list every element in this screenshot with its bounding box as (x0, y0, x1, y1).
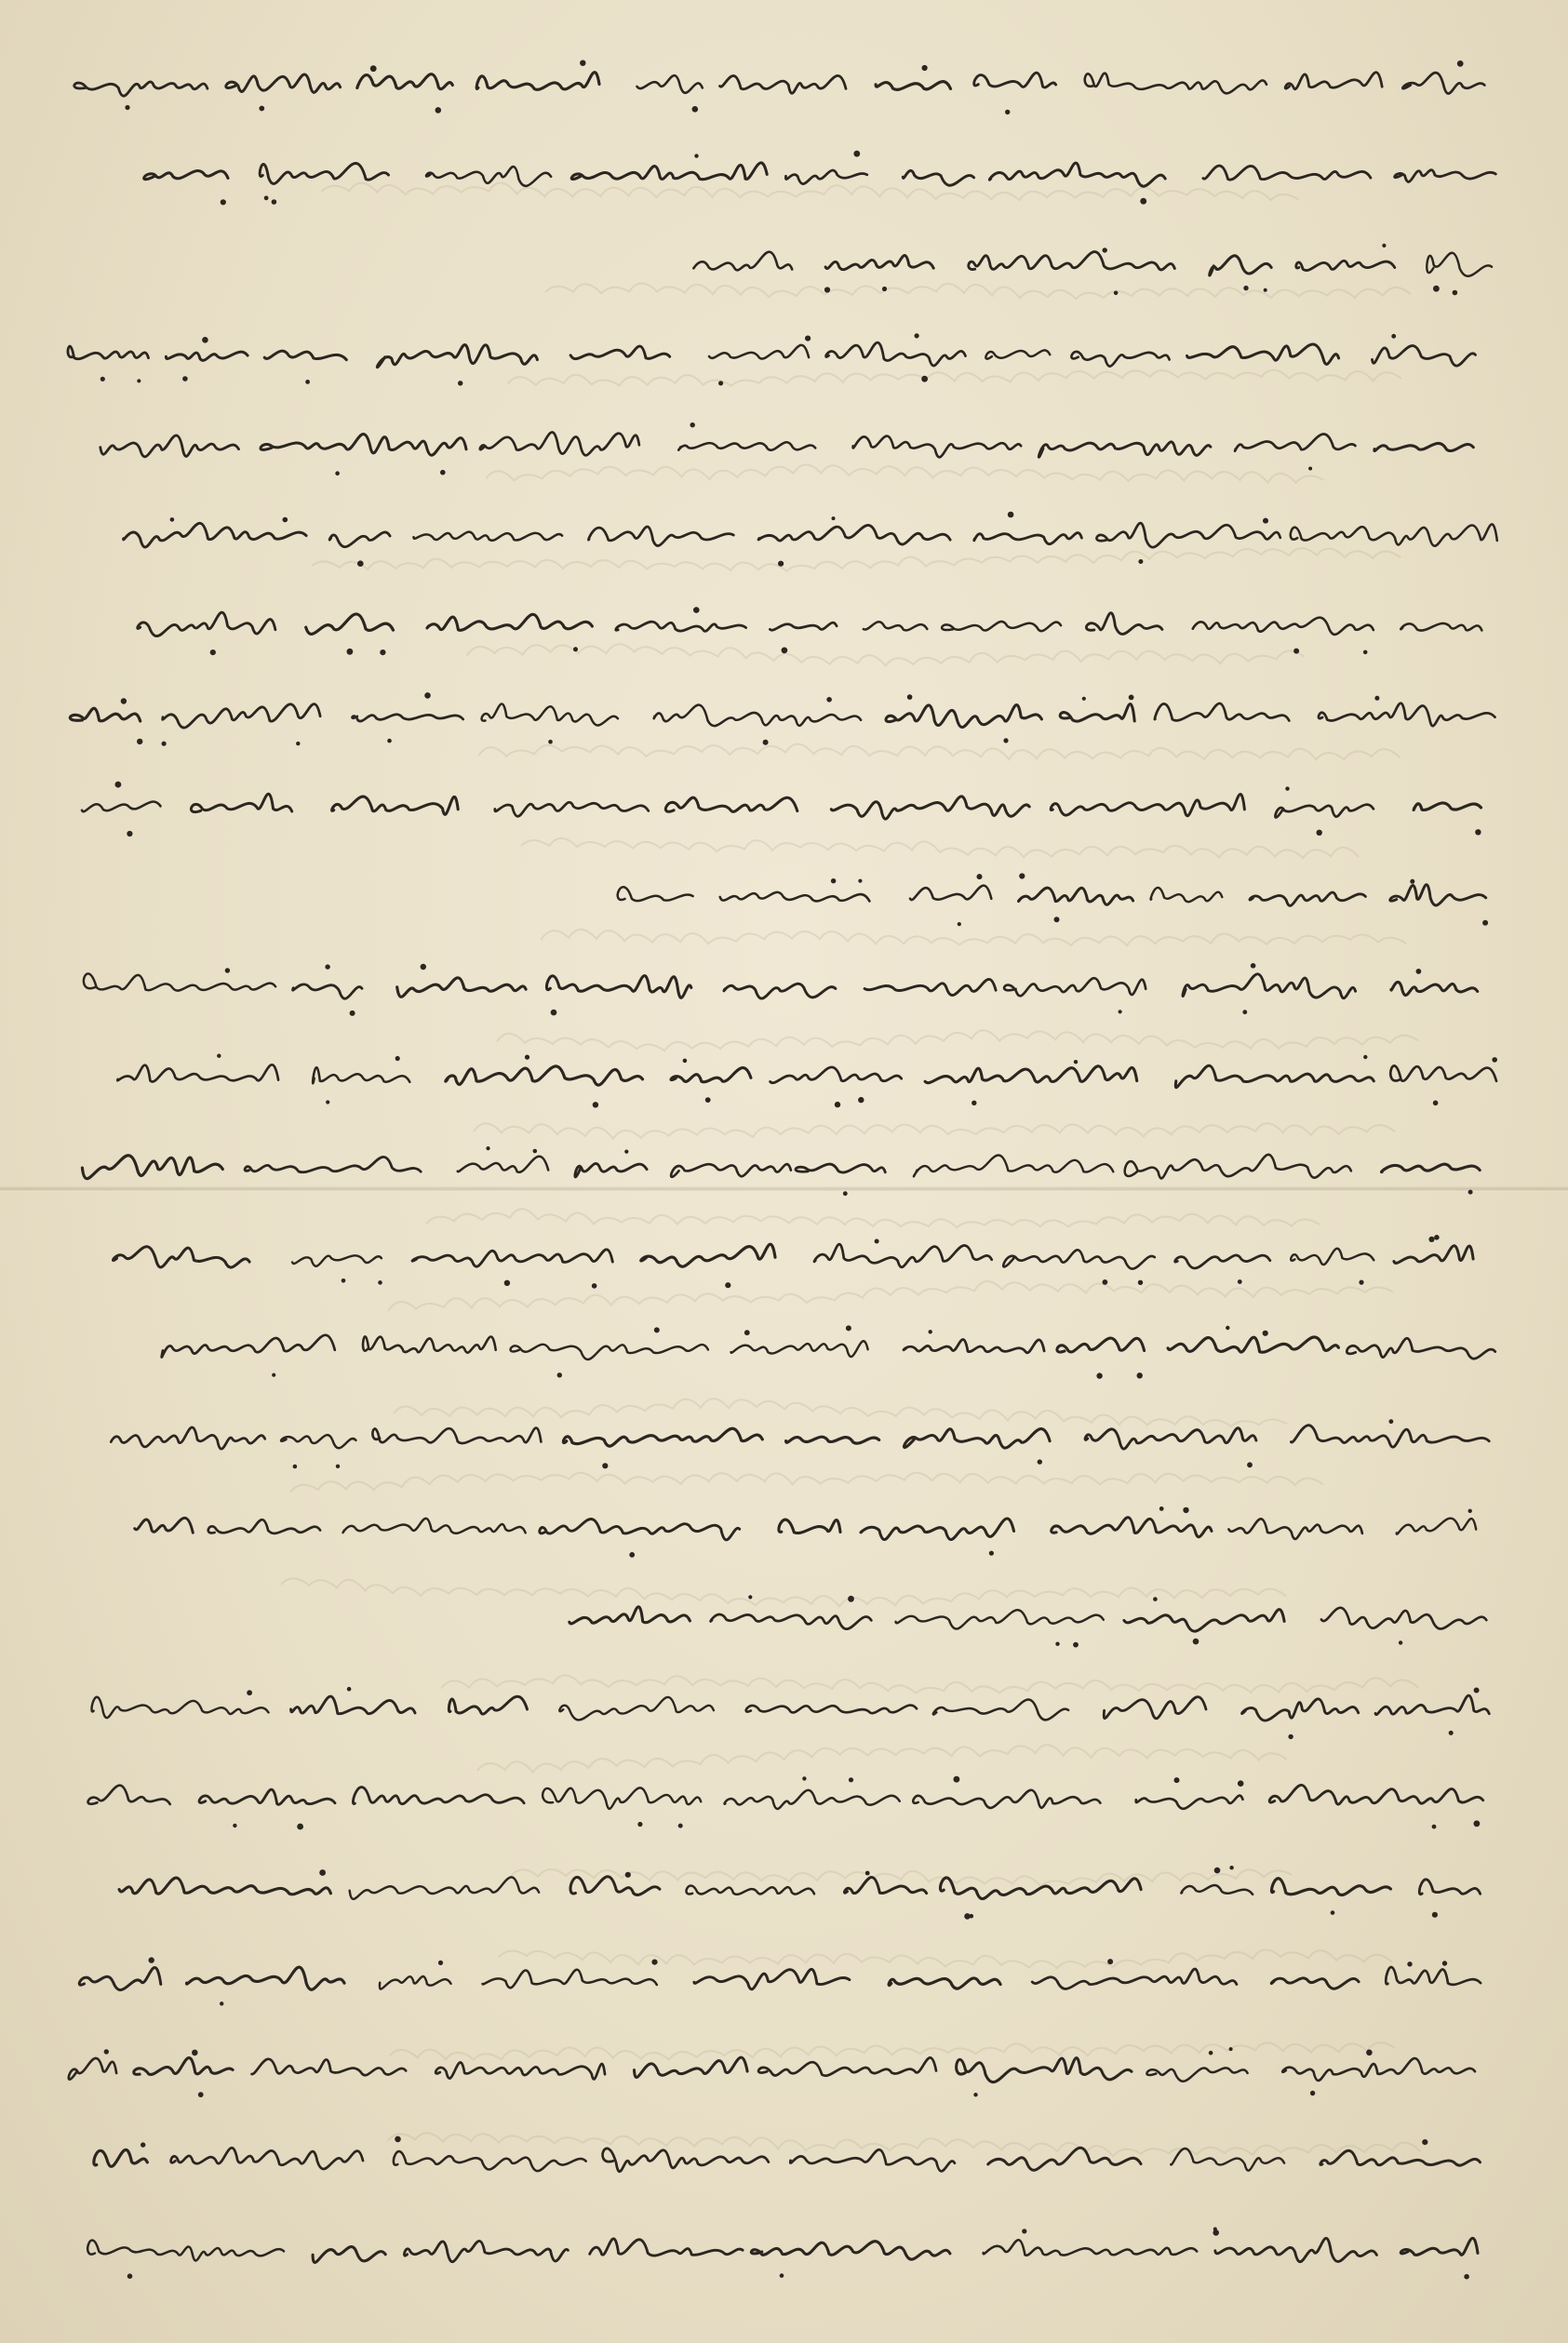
handwriting-stroke (51, 854, 1517, 944)
handwriting-stroke (51, 1757, 1517, 1847)
handwritten-line (51, 583, 1517, 674)
handwriting-stroke (51, 493, 1517, 583)
handwriting-stroke (51, 42, 1517, 132)
handwritten-line (51, 222, 1517, 313)
handwritten-line (51, 1215, 1517, 1305)
handwritten-line (51, 313, 1517, 403)
handwritten-line (51, 42, 1517, 132)
handwriting-stroke (51, 1847, 1517, 1937)
handwriting-stroke (51, 1486, 1517, 1576)
handwritten-line (51, 1937, 1517, 2028)
handwritten-line (51, 1035, 1517, 1125)
handwriting-stroke (51, 2118, 1517, 2208)
handwriting-stroke (51, 1667, 1517, 1757)
handwriting-stroke (51, 1937, 1517, 2028)
handwritten-line (51, 2208, 1517, 2298)
handwriting-stroke (51, 944, 1517, 1035)
handwritten-line (51, 854, 1517, 944)
handwriting-stroke (51, 1305, 1517, 1396)
handwritten-line (51, 674, 1517, 764)
handwriting-stroke (51, 583, 1517, 674)
handwriting-stroke (51, 132, 1517, 222)
handwriting-stroke (51, 2208, 1517, 2298)
handwriting-stroke (51, 1035, 1517, 1125)
handwriting-stroke (51, 222, 1517, 313)
handwriting-stroke (51, 674, 1517, 764)
handwriting-stroke (51, 1215, 1517, 1305)
handwriting-stroke (51, 1576, 1517, 1667)
handwritten-line (51, 944, 1517, 1035)
handwriting-stroke (51, 2028, 1517, 2118)
handwritten-line (51, 1125, 1517, 1215)
handwritten-line (51, 493, 1517, 583)
handwritten-line (51, 132, 1517, 222)
handwritten-line (51, 1576, 1517, 1667)
handwriting-stroke (51, 403, 1517, 493)
handwritten-line (51, 1305, 1517, 1396)
handwritten-line (51, 2118, 1517, 2208)
handwriting-stroke (51, 764, 1517, 854)
handwritten-line (51, 403, 1517, 493)
handwriting-stroke (51, 1396, 1517, 1486)
handwritten-line (51, 764, 1517, 854)
handwritten-line (51, 1396, 1517, 1486)
handwriting-stroke (51, 1125, 1517, 1215)
handwriting-stroke (51, 313, 1517, 403)
handwritten-line (51, 2028, 1517, 2118)
handwritten-line (51, 1667, 1517, 1757)
handwritten-line (51, 1847, 1517, 1937)
handwritten-text-block (51, 42, 1517, 2343)
handwritten-line (51, 1757, 1517, 1847)
handwritten-line (51, 1486, 1517, 1576)
